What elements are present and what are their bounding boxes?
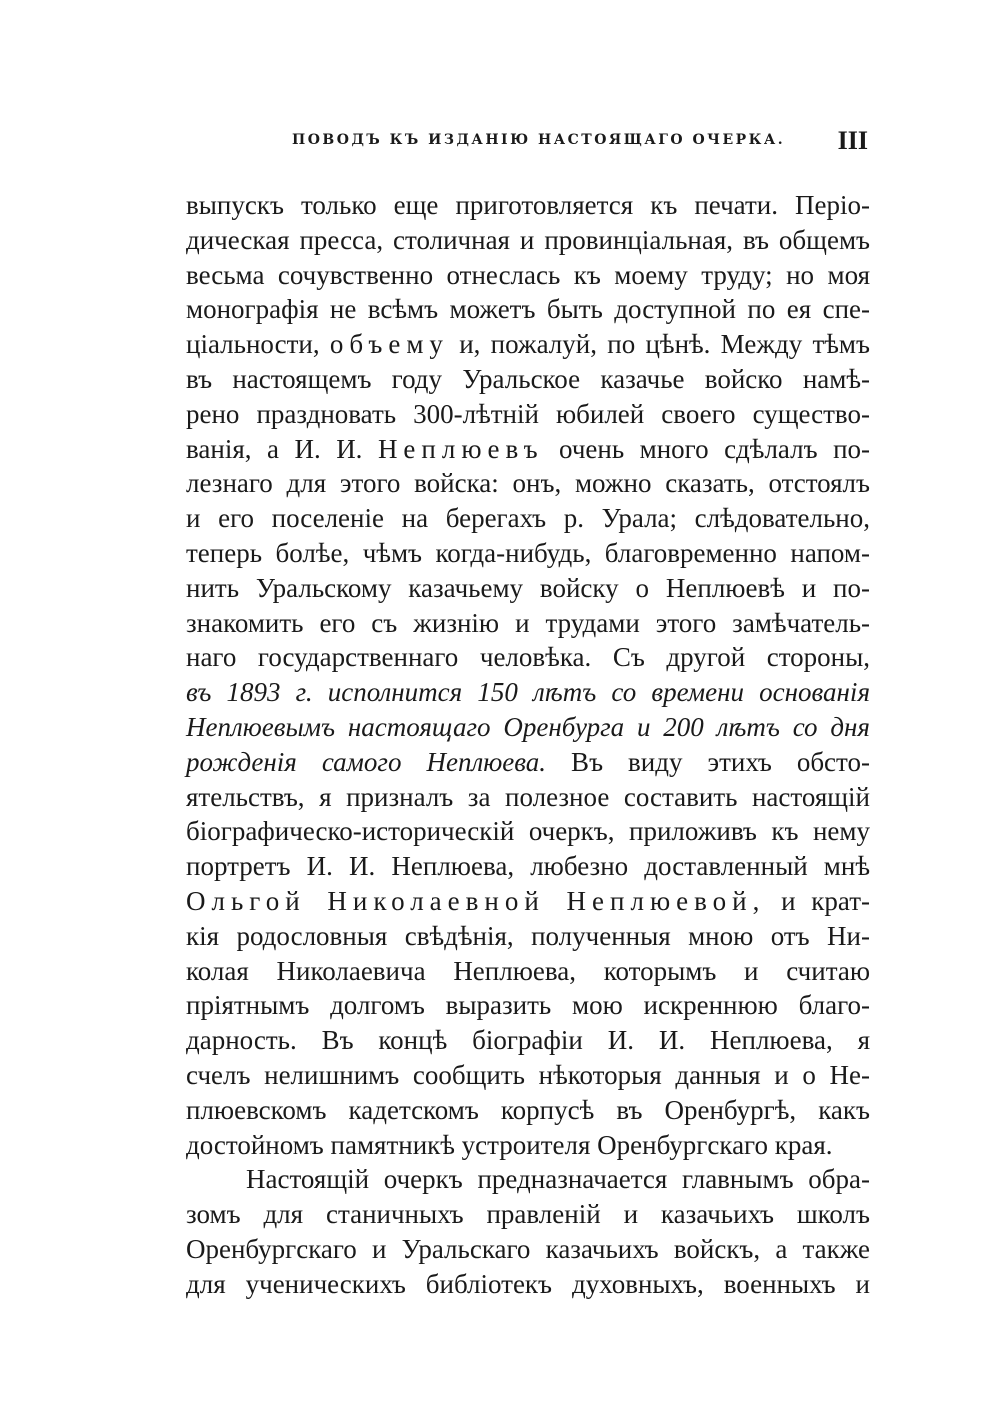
text-line: пріятнымъ долгомъ выразить мою искреннюю благо- [186,990,870,1021]
text-line: дарность. Въ концѣ біографіи И. И. Неплюева, я [186,1025,870,1056]
text-segment: Въ виду этихъ обсто- [546,746,870,777]
paragraph-start-line: Настоящій очеркъ предназначается главнымъ обра- [246,1164,870,1195]
text-segment: и крат- [765,885,870,916]
text-line: счелъ нелишнимъ сообщить нѣкоторыя данныя и о Не- [186,1059,870,1090]
text-line: колая Николаевича Неплюева, которымъ и считаю [186,955,870,986]
text-line [186,745,870,780]
spaced-text: Неплюевъ [377,433,544,464]
text-line: весьма сочувственно отнеслась къ моему труду; но моя [186,259,870,290]
paragraph-end-line: достойномъ памятникѣ устроителя Оренбургскаго края. [186,1129,833,1160]
text-line [186,884,870,919]
italic-text: рожденія самого Неплюева. [186,746,547,777]
text-line: знакомить его съ жизнію и трудами этого замѣчатель- [186,607,870,638]
text-line: плюевскомъ кадетскомъ корпусѣ въ Оренбургѣ, какъ [186,1094,870,1125]
italic-line: Неплюевымъ настоящаго Оренбурга и 200 лѣтъ со дня [186,711,870,742]
text-line: нить Уральскому казачьему войску о Неплюевѣ и по- [186,572,870,603]
text-segment: ванія, а И. И. [186,433,378,464]
spaced-text: объему [329,329,449,360]
text-line: кія родословныя свѣдѣнія, полученныя мною отъ Ни- [186,920,870,951]
text-line: лезнаго для этого войска: онъ, можно сказать, отстоялъ [186,468,870,499]
text-line: въ настоящемъ году Уральское казачье войско намѣ- [186,363,870,394]
text-line: для ученическихъ библіотекъ духовныхъ, военныхъ и [186,1268,870,1299]
text-line: біографическо-историческій очеркъ, приложивъ къ нему [186,816,870,847]
text-line: наго государственнаго человѣка. Съ другой стороны, [186,642,870,673]
text-segment: очень много сдѣлалъ по- [543,433,871,464]
text-line: монографія не всѣмъ можетъ быть доступной по ея спе- [186,294,870,325]
page-number: III [837,126,868,155]
text-line: теперь болѣе, чѣмъ когда-нибудь, благовременно напом- [186,537,870,568]
text-line: Оренбургскаго и Уральскаго казачьихъ войскъ, а также [186,1233,870,1264]
body-text [186,188,870,1302]
text-line: дическая пресса, столичная и провинціальная, въ общемъ [186,224,870,255]
italic-line: въ 1893 г. исполнится 150 лѣтъ со времени основанія [186,677,870,708]
page-header [180,128,870,162]
running-title: ПОВОДЪ КЪ ИЗДАНІЮ НАСТОЯЩАГО ОЧЕРКА. [292,132,786,148]
text-line: выпускъ только еще приготовляется къ печати. Періо- [186,190,870,220]
text-segment: и, пожалуй, по цѣнѣ. Между тѣмъ [448,329,870,360]
text-line: и его поселеніе на берегахъ р. Урала; слѣдовательно, [186,503,870,534]
text-line: ятельствъ, я призналъ за полезное составить настоящій [186,781,870,812]
text-line [186,432,870,467]
text-line: портретъ И. И. Неплюева, любезно доставленный мнѣ [186,851,870,882]
spaced-text: Ольгой Николаевной Неплюевой, [186,885,766,916]
text-segment: ціальности, [186,329,330,360]
text-line: рено праздновать 300-лѣтній юбилей своего существо- [186,398,870,429]
text-line: зомъ для станичныхъ правленій и казачьихъ школъ [186,1199,870,1230]
text-line [186,327,870,362]
